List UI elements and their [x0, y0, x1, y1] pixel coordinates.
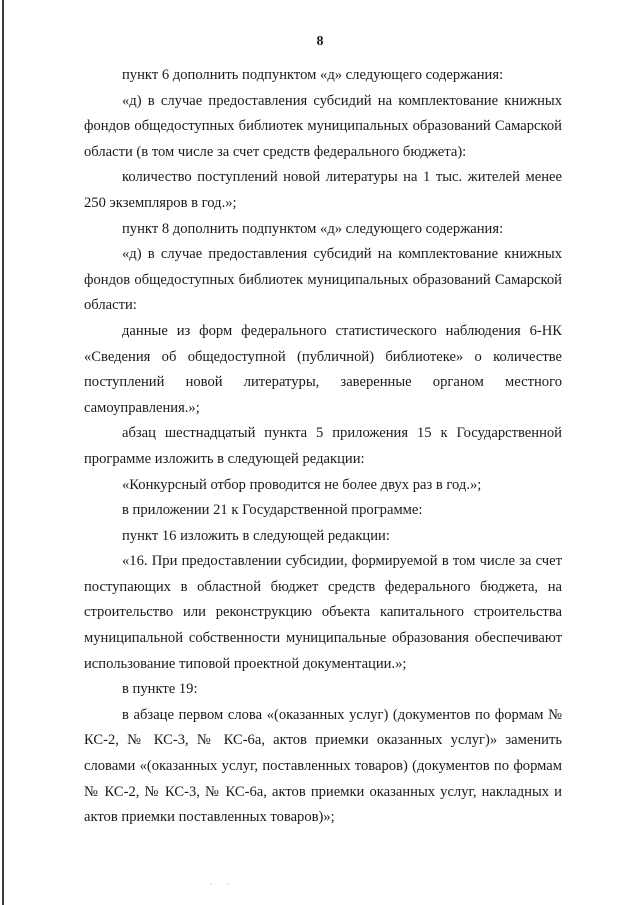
- paragraph: в приложении 21 к Государственной программе:: [122, 502, 423, 519]
- document-body: [84, 63, 562, 831]
- paragraph: пункт 16 изложить в следующей редакции:: [122, 527, 390, 544]
- paragraph: «д) в случае предоставления субсидий на комплектование книжных фондов общедоступных библиотек муниципальных образований Самарской области:: [84, 246, 562, 314]
- paragraph: «д) в случае предоставления субсидий на комплектование книжных фондов общедоступных библиотек муниципальных образований Самарской области (в том числе за счет средств федерального бюджета):: [84, 92, 562, 160]
- scan-left-edge: [2, 0, 4, 905]
- paragraph: в абзаце первом слова «(оказанных услуг) (документов по формам № КС-2, № КС-3, № КС-6а, актов приемки оказанных услуг)» заменить словами «(оказанных услуг, поставленных товаров) (документов по формам № КС-2, № КС-3, № КС-6а, актов приемки оказанных услуг, накладных и актов приемки поставленных товаров)»;: [84, 706, 562, 826]
- paragraph: пункт 8 дополнить подпунктом «д» следующего содержания:: [122, 220, 504, 237]
- paragraph: количество поступлений новой литературы на 1 тыс. жителей менее 250 экземпляров в год.»;: [84, 169, 562, 211]
- paragraph: в пункте 19:: [122, 681, 198, 698]
- paragraph: данные из форм федерального статистического наблюдения 6-НК «Сведения об общедоступной (публичной) библиотеке» о количестве поступлений новой литературы, заверенные органом местного самоуправления.»;: [84, 322, 562, 416]
- paragraph: пункт 6 дополнить подпунктом «д» следующего содержания:: [122, 67, 504, 83]
- paragraph: абзац шестнадцатый пункта 5 приложения 15 к Государственной программе изложить в следующей редакции:: [84, 425, 562, 467]
- paragraph: «16. При предоставлении субсидии, формируемой в том числе за счет поступающих в областной бюджет средств федерального бюджета, на строительство или реконструкцию объекта капитального строительства муниципальной собственности муниципальные образования обеспечивают использование типовой проектной документации.»;: [84, 553, 562, 672]
- page-number: 8: [316, 34, 324, 49]
- paragraph: «Конкурсный отбор проводится не более двух раз в год.»;: [122, 476, 482, 493]
- scan-artifact: · ·: [210, 880, 236, 889]
